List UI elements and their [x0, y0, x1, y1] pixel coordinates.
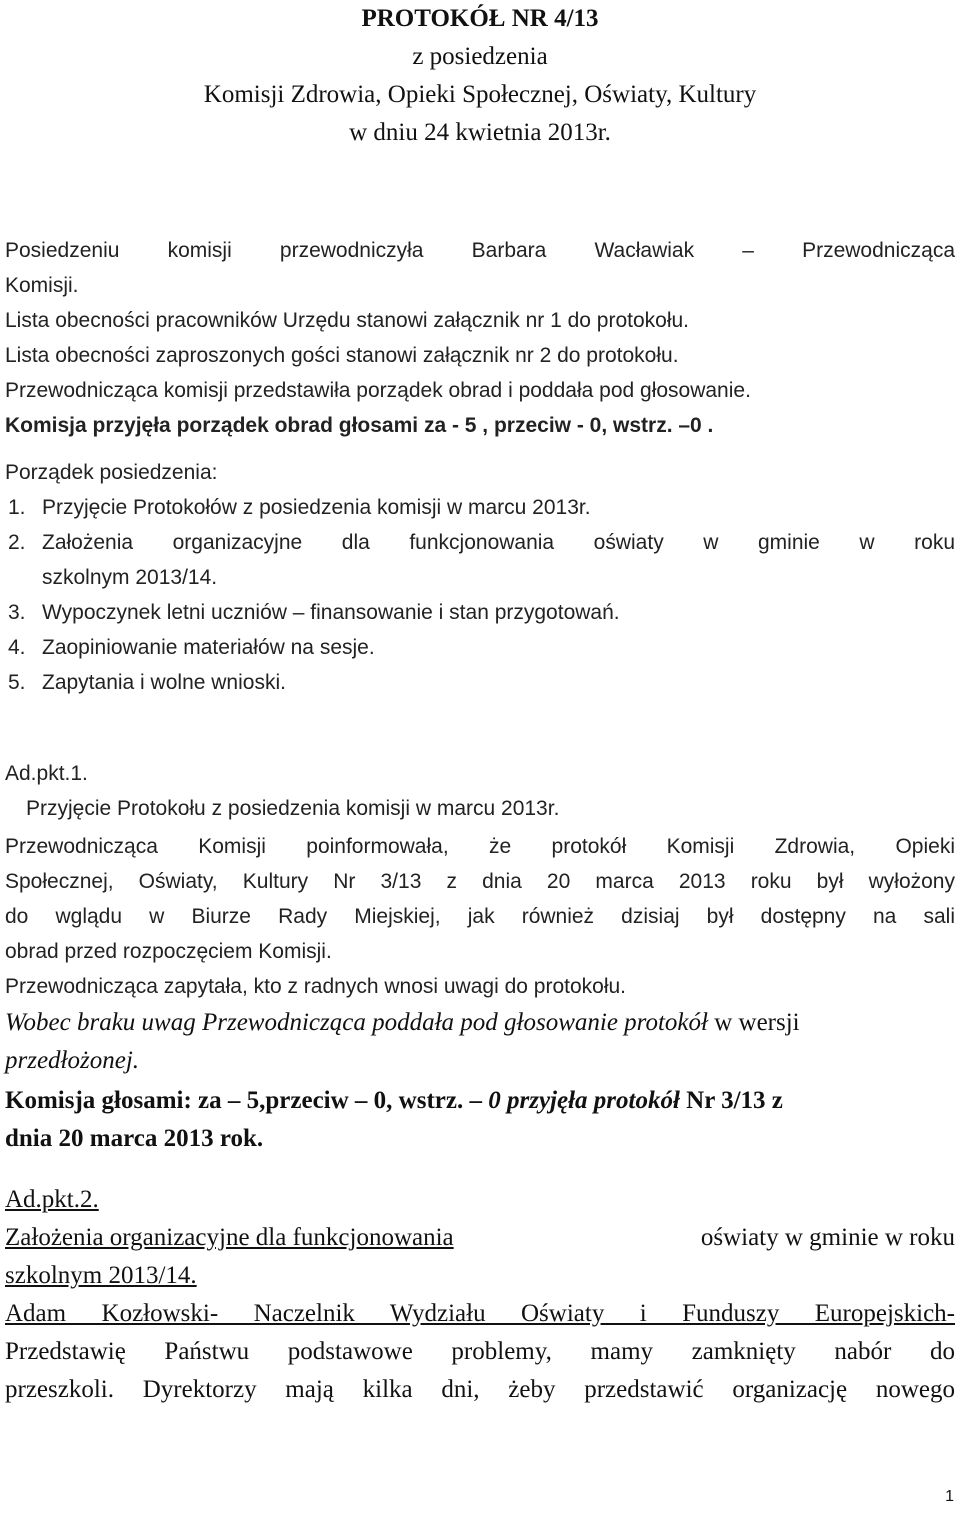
section-1-text-7: przedłożonej. [5, 1047, 140, 1074]
section-2-title-1a: Założenia organizacyjne dla funkcjonowania [5, 1224, 454, 1251]
agenda-item-text-cont: szkolnym 2013/14. [42, 566, 218, 589]
vote-part-a: Komisja głosami: za – 5,przeciw – 0, wstrz. – [5, 1087, 489, 1114]
intro-line-2: Komisji. [5, 274, 79, 297]
section-1-text-2: Społecznej, Oświaty, Kultury Nr 3/13 z dnia 20 marca 2013 roku był wyłożony [5, 870, 955, 893]
section-1-vote-1 [5, 1088, 955, 1113]
section-2-text-1: Przedstawię Państwu podstawowe problemy, mamy zamknięty nabór do [5, 1338, 955, 1365]
intro-line-4: Lista obecności zaproszonych gości stanowi załącznik nr 2 do protokołu. [5, 344, 679, 367]
section-2-label: Ad.pkt.2. [5, 1186, 99, 1213]
section-2-speaker: Adam Kozłowski- Naczelnik Wydziału Oświaty i Funduszy Europejskich- [5, 1300, 955, 1327]
intro-line-1: Posiedzeniu komisji przewodniczyła Barbara Wacławiak – Przewodnicząca [5, 239, 955, 262]
section-1-text-3: do wglądu w Biurze Rady Miejskiej, jak również dzisiaj był dostępny na sali [5, 905, 955, 928]
agenda-item-text: Zapytania i wolne wnioski. [42, 671, 286, 694]
subtitle-line: z posiedzenia [412, 43, 548, 70]
section-2-title-1 [5, 1225, 955, 1250]
section-1-label: Ad.pkt.1. [5, 762, 88, 785]
intro-line-3: Lista obecności pracowników Urzędu stanowi załącznik nr 1 do protokołu. [5, 309, 690, 332]
agenda-item-number: 5. [8, 671, 26, 694]
agenda-item-number: 3. [8, 601, 26, 624]
agenda-item-number: 4. [8, 636, 26, 659]
section-1-text-6 [5, 1010, 955, 1035]
document-title: PROTOKÓŁ NR 4/13 [361, 5, 599, 32]
intro-line-5: Przewodnicząca komisji przedstawiła porządek obrad i poddała pod głosowanie. [5, 379, 751, 402]
section-1-text-6-tail: w wersji [707, 1009, 800, 1036]
agenda-heading: Porządek posiedzenia: [5, 461, 218, 484]
agenda-item-number: 1. [8, 496, 26, 519]
section-1-text-5: Przewodnicząca zapytała, kto z radnych wnosi uwagi do protokołu. [5, 975, 626, 998]
vote-part-c: Nr 3/13 z [679, 1087, 783, 1114]
section-2-title-2: szkolnym 2013/14. [5, 1262, 197, 1289]
section-2-text-2: przeszkoli. Dyrektorzy mają kilka dni, żeby przedstawić organizację nowego [5, 1376, 955, 1403]
agenda-item-text: Wypoczynek letni uczniów – finansowanie i stan przygotowań. [42, 601, 620, 624]
meeting-date: w dniu 24 kwietnia 2013r. [349, 119, 611, 146]
section-1-text-1: Przewodnicząca Komisji poinformowała, że protokół Komisji Zdrowia, Opieki [5, 835, 955, 858]
agenda-vote: Komisja przyjęła porządek obrad głosami za - 5 , przeciw - 0, wstrz. –0 . [5, 414, 714, 437]
section-1-text-6-italic: Wobec braku uwag Przewodnicząca poddała pod głosowanie protokół [5, 1009, 708, 1036]
agenda-item-text: Przyjęcie Protokołów z posiedzenia komisji w marcu 2013r. [42, 496, 591, 519]
section-1-title: Przyjęcie Protokołu z posiedzenia komisji w marcu 2013r. [26, 797, 560, 820]
agenda-item-number: 2. [8, 531, 26, 554]
vote-part-b: 0 przyjęła protokół [488, 1087, 680, 1114]
agenda-item-text: Założenia organizacyjne dla funkcjonowania oświaty w gminie w roku [42, 531, 955, 554]
section-1-vote-2: dnia 20 marca 2013 rok. [5, 1125, 264, 1152]
agenda-item-text: Zaopiniowanie materiałów na sesje. [42, 636, 375, 659]
section-1-text-4: obrad przed rozpoczęciem Komisji. [5, 940, 332, 963]
page-number: 1 [945, 1488, 954, 1505]
section-2-title-1b: oświaty w gminie w roku [700, 1224, 955, 1251]
committee-name: Komisji Zdrowia, Opieki Społecznej, Oświaty, Kultury [203, 81, 757, 108]
